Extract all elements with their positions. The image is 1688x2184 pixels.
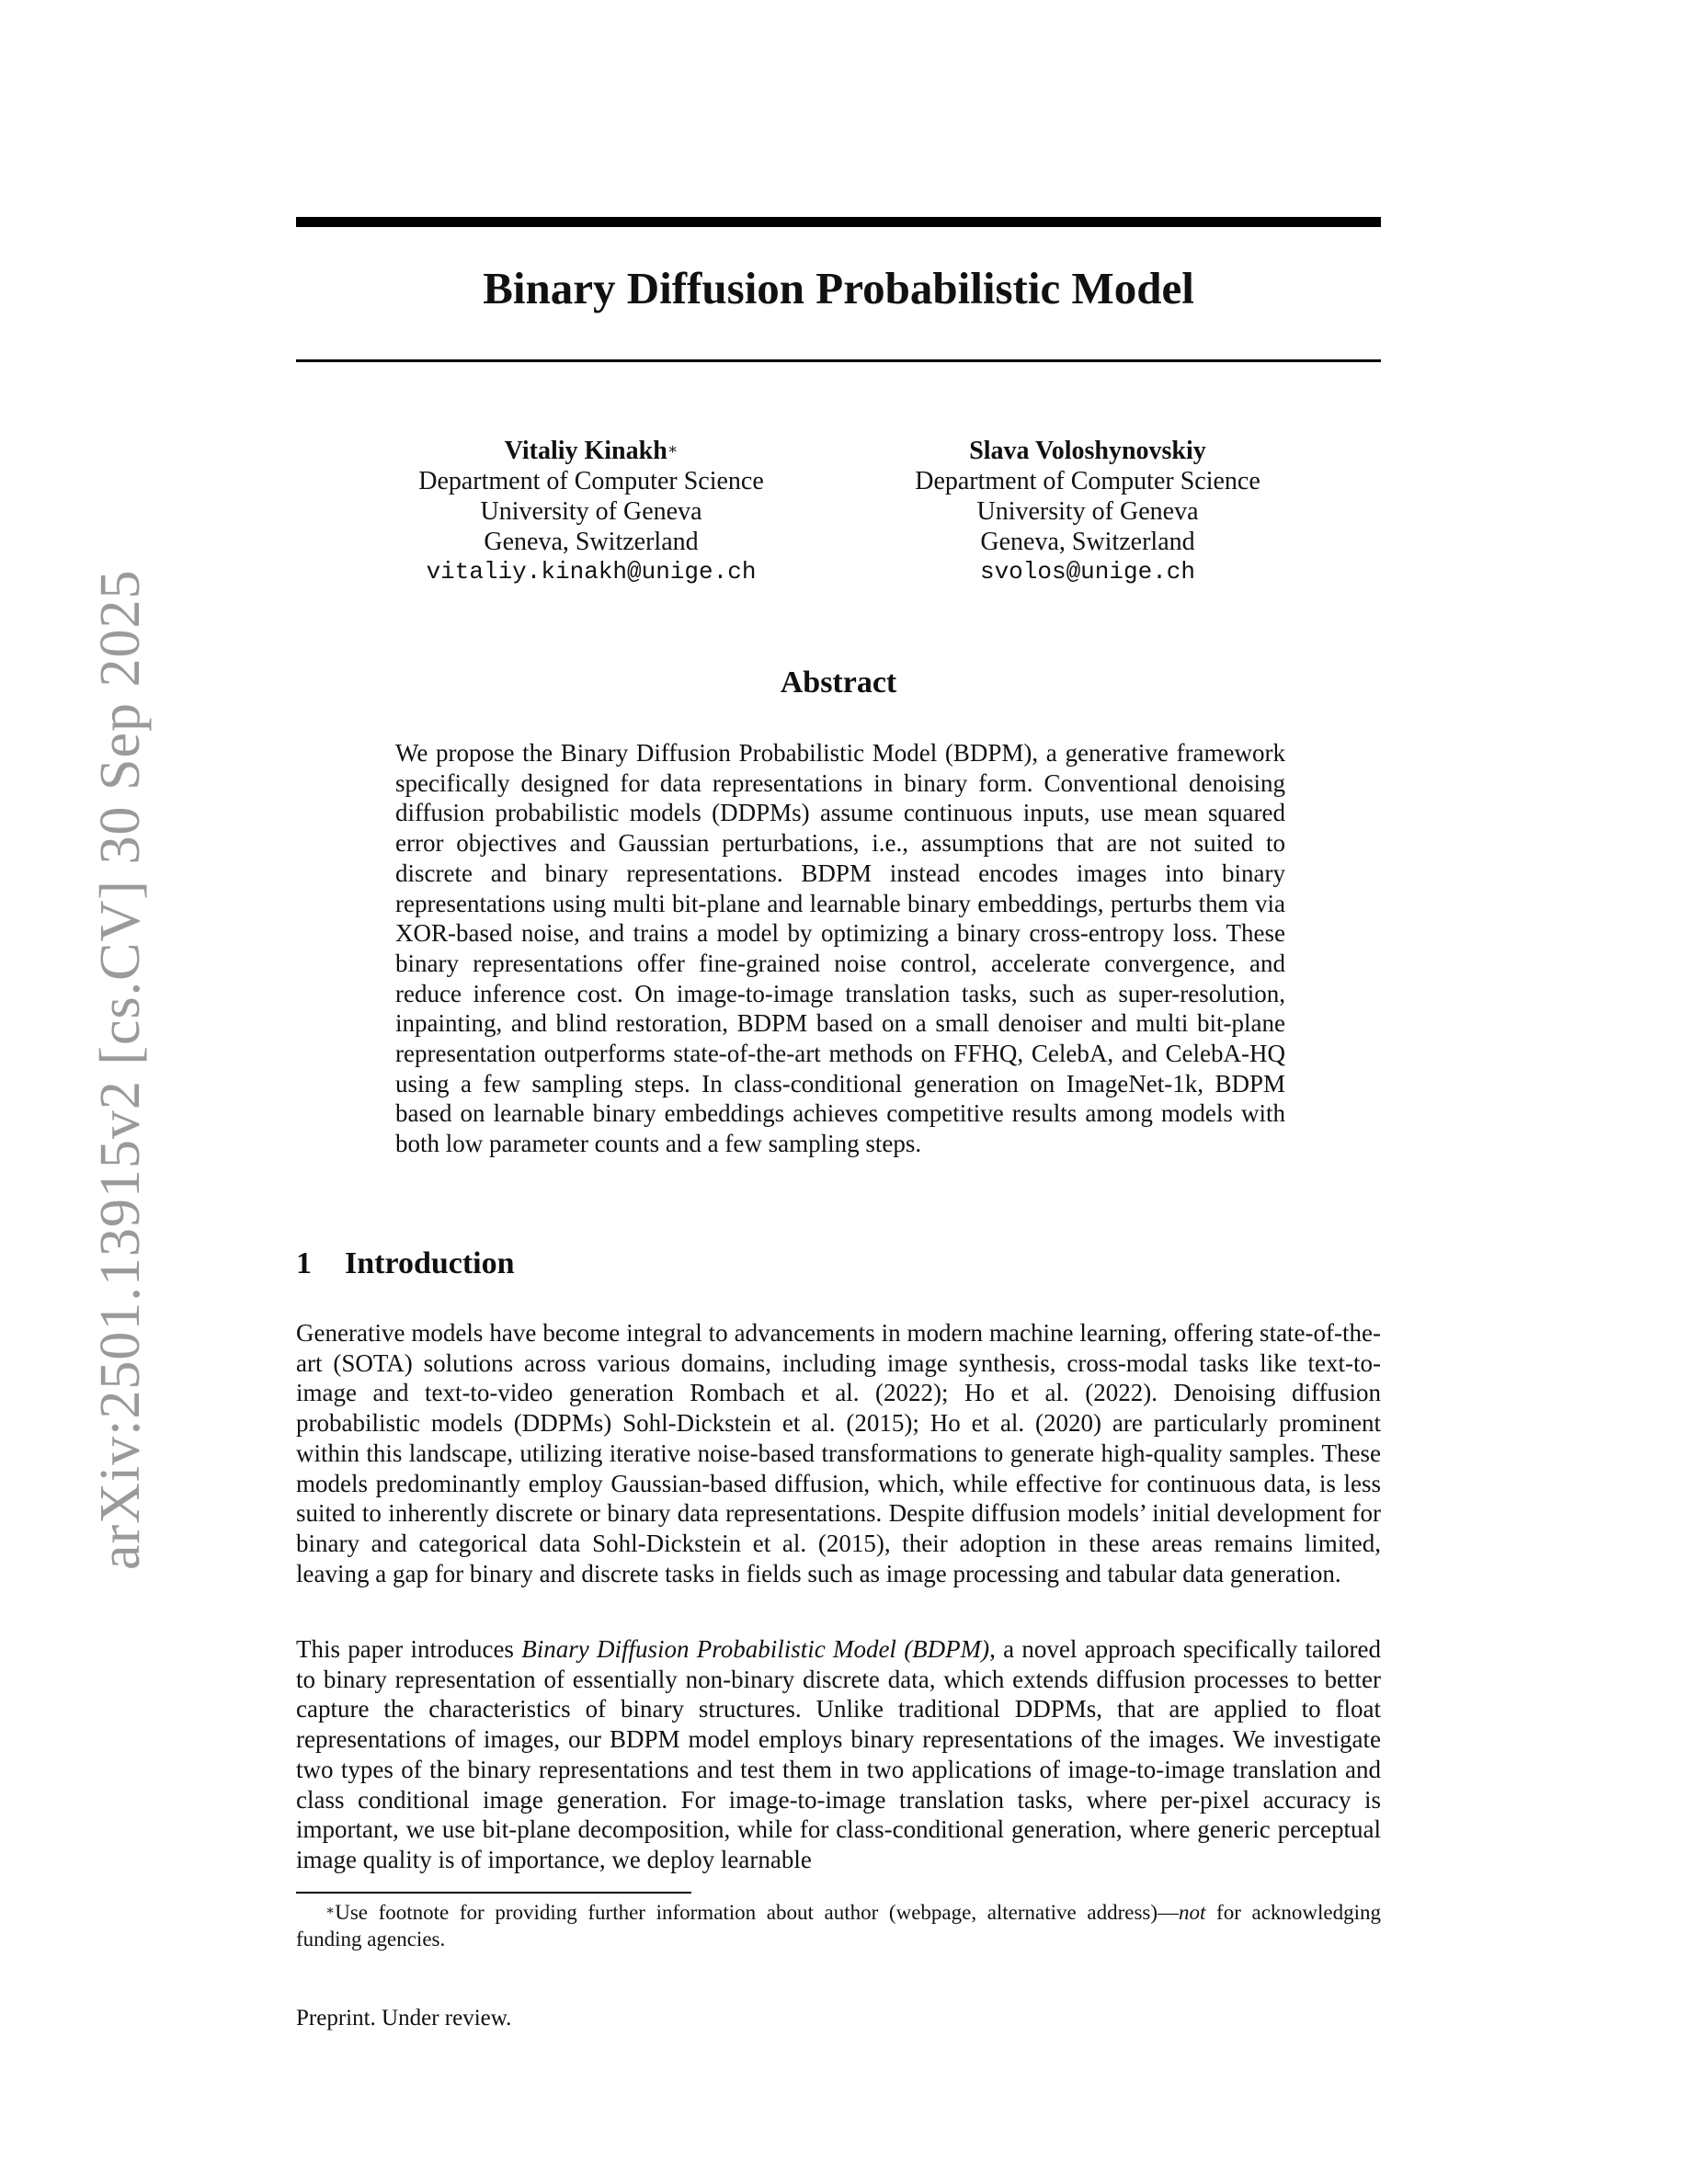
author-university: University of Geneva bbox=[480, 497, 702, 526]
author-block-2 bbox=[849, 436, 1327, 587]
section-title: Introduction bbox=[345, 1246, 515, 1280]
author-name: Vitaliy Kinakh∗ bbox=[504, 437, 679, 465]
author-university: University of Geneva bbox=[976, 497, 1199, 526]
author-email[interactable]: svolos@unige.ch bbox=[979, 558, 1196, 586]
author-email[interactable]: vitaliy.kinakh@unige.ch bbox=[426, 558, 757, 586]
author-department: Department of Computer Science bbox=[418, 467, 764, 495]
author-block-1 bbox=[352, 436, 830, 587]
author-location: Geneva, Switzerland bbox=[484, 528, 699, 556]
section-number: 1 bbox=[296, 1246, 312, 1280]
intro-paragraph-2: This paper introduces Binary Diffusion Probabilistic Model (BDPM), a novel approach specifically tailored to binary representation of essentially non-binary discrete data, which extends diffusion processes to better capture the characteristics of binary structures. Unlike traditional DDPMs, that are applied to float representations of images, our BDPM model employs binary representations of the images. We investigate two types of the binary representations and test them in two applications of image-to-image translation and class conditional image generation. For image-to-image translation tasks, where per-pixel accuracy is important, we use bit-plane decomposition, while for class-conditional generation, where generic perceptual image quality is of importance, we deploy learnable bbox=[296, 1635, 1381, 1873]
intro-paragraph-1: Generative models have become integral to advancements in modern machine learning, offering state-of-the-art (SOTA) solutions across various domains, including image synthesis, cross-modal tasks like text-to-image and text-to-video generation Rombach et al. (2022); Ho et al. (2022). Denoising diffusion probabilistic models (DDPMs) Sohl-Dickstein et al. (2015); Ho et al. (2020) are particularly prominent within this landscape, utilizing iterative noise-based transformations to generate high-quality samples. These models predominantly employ Gaussian-based diffusion, which, while effective for continuous data, is less suited to inherently discrete or binary data representations. Despite diffusion models’ initial development for binary and categorical data Sohl-Dickstein et al. (2015), their adoption in these areas remains limited, leaving a gap for binary and discrete tasks in fields such as image processing and tabular data generation. bbox=[296, 1319, 1381, 1587]
author-location: Geneva, Switzerland bbox=[980, 528, 1195, 556]
author-name: Slava Voloshynovskiy bbox=[969, 437, 1206, 465]
preprint-note: Preprint. Under review. bbox=[296, 2006, 512, 2030]
footnote: ∗Use footnote for providing further information about author (webpage, alternative address)—not for acknowledging funding agencies. bbox=[296, 1901, 1381, 1951]
model-name-emphasis: Binary Diffusion Probabilistic Model (BDPM) bbox=[521, 1635, 990, 1663]
footnote-marker: ∗ bbox=[325, 1904, 336, 1918]
paper-title: Binary Diffusion Probabilistic Model bbox=[483, 263, 1194, 313]
footnote-marker: ∗ bbox=[667, 440, 679, 458]
title-top-rule bbox=[296, 217, 1381, 227]
abstract-text: We propose the Binary Diffusion Probabilistic Model (BDPM), a generative framework specifically designed for data representations in binary form. Conventional denoising diffusion probabilistic models (DDPMs) assume continuous inputs, use mean squared error objectives and Gaussian perturbations, i.e., assumptions that are not suited to discrete and binary representations. BDPM instead encodes images into binary representations using multi bit-plane and learnable binary embeddings, perturbs them via XOR-based noise, and trains a model by optimizing a binary cross-entropy loss. These binary representations offer fine-grained noise control, accelerate convergence, and reduce inference cost. On image-to-image translation tasks, such as super-resolution, inpainting, and blind restoration, BDPM based on a small denoiser and multi bit-plane representation outperforms state-of-the-art methods on FFHQ, CelebA, and CelebA-HQ using a few sampling steps. In class-conditional generation on ImageNet-1k, BDPM based on learnable binary embeddings achieves competitive results among models with both low parameter counts and a few sampling steps. bbox=[395, 739, 1285, 1158]
author-department: Department of Computer Science bbox=[915, 467, 1260, 495]
section-heading-introduction bbox=[296, 1246, 515, 1281]
abstract-heading: Abstract bbox=[780, 665, 897, 700]
title-bottom-rule bbox=[296, 359, 1381, 362]
footnote-rule bbox=[296, 1892, 691, 1894]
arxiv-identifier: arXiv:2501.13915v2 [cs.CV] 30 Sep 2025 bbox=[89, 569, 152, 1570]
